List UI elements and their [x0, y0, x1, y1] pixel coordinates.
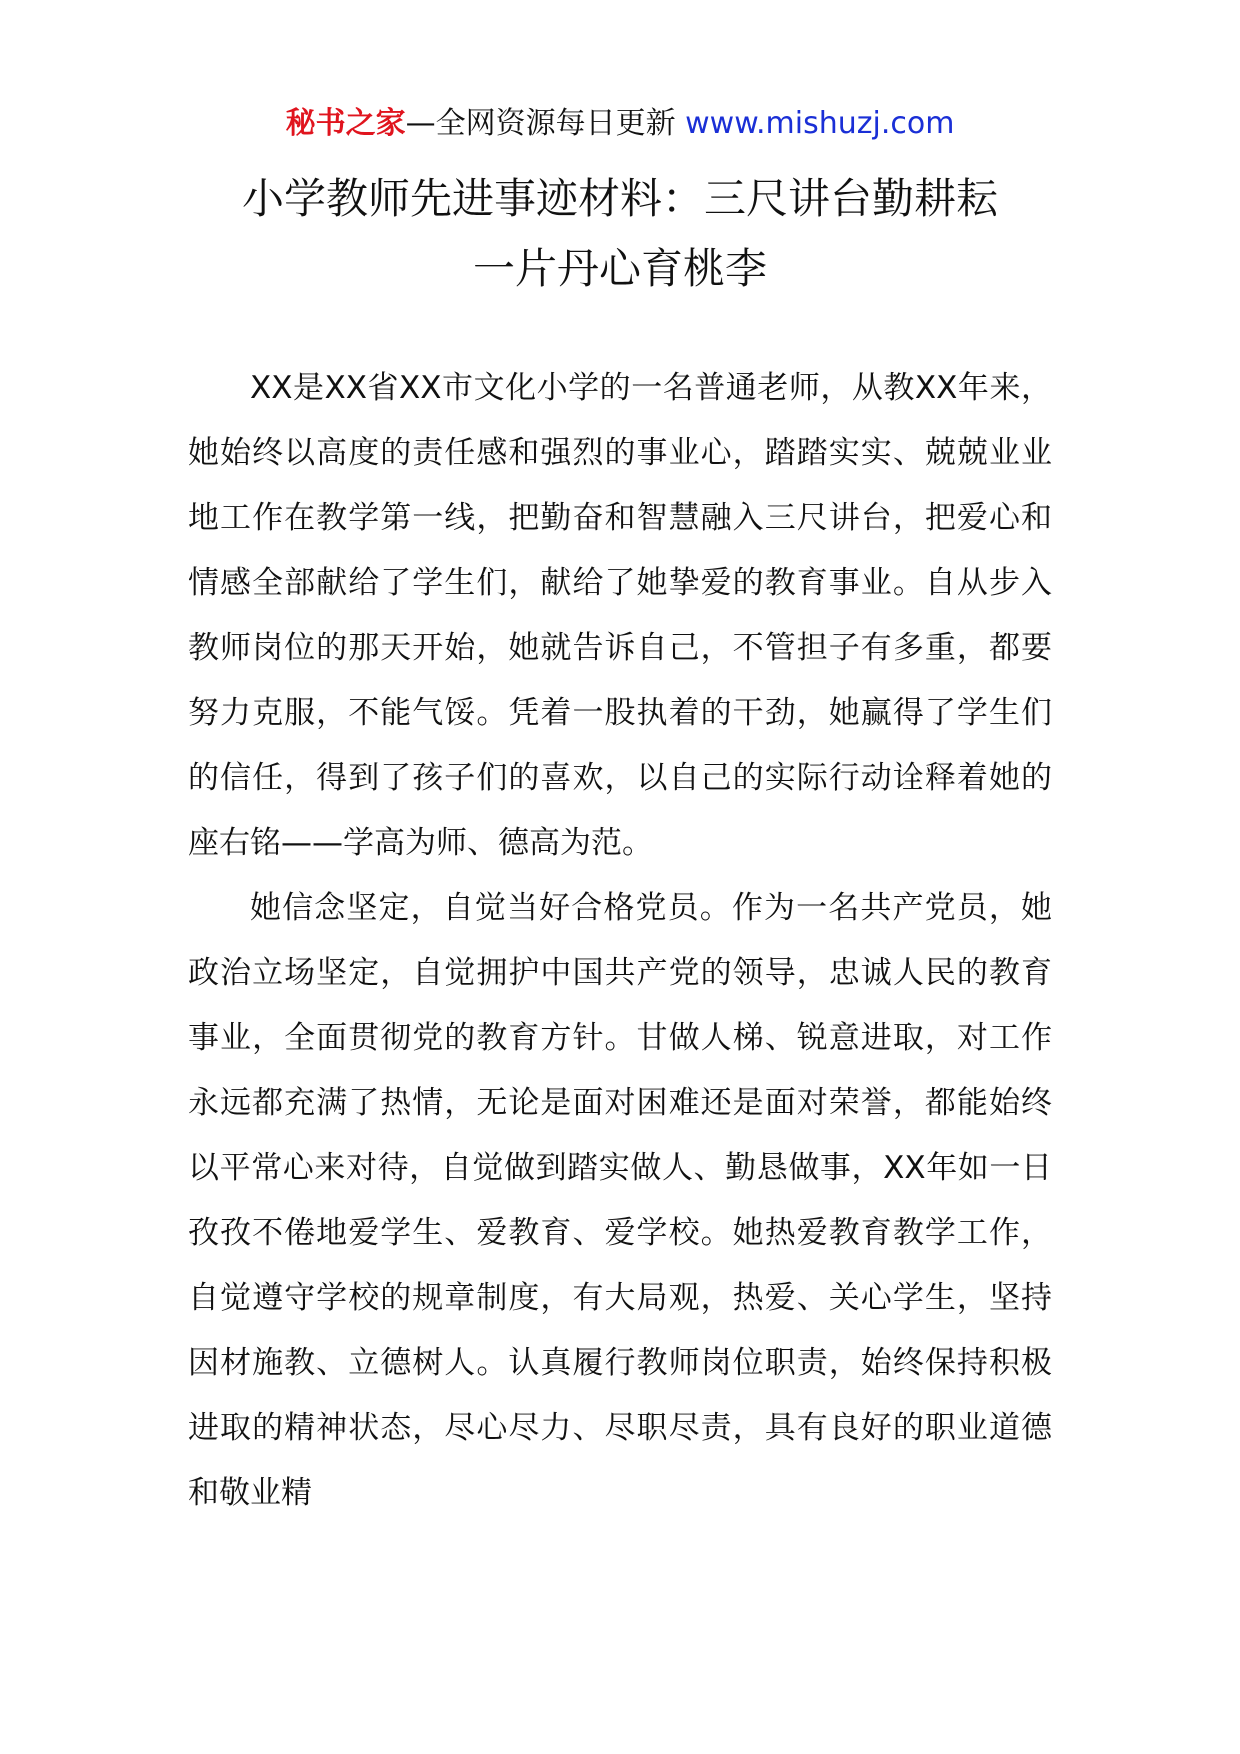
site-brand: 秘书之家	[285, 106, 406, 141]
site-url-link[interactable]: www.mishuzj.com	[685, 106, 955, 141]
title-line-2: 一片丹心育桃李	[472, 244, 767, 293]
title-line-1: 小学教师先进事迹材料：三尺讲台勤耕耘	[241, 174, 998, 223]
paragraph-2: 她信念坚定，自觉当好合格党员。作为一名共产党员，她政治立场坚定，自觉拥护中国共产党的领导，忠诚人民的教育事业，全面贯彻党的教育方针。甘做人梯、锐意进取，对工作永远都充满了热情，无论是面对困难还是面对荣誉，都能始终以平常心来对待，自觉做到踏实做人、勤恳做事，XX年如一日孜孜不倦地爱学生、爱教育、爱学校。她热爱教育教学工作，自觉遵守学校的规章制度，有大局观，热爱、关心学生，坚持因材施教、立德树人。认真履行教师岗位职责，始终保持积极进取的精神状态，尽心尽力、尽职尽责，具有良好的职业道德和敬业精	[188, 890, 1052, 1511]
document-body	[188, 356, 1052, 1526]
site-tagline: —全网资源每日更新	[405, 106, 686, 141]
paragraph-1: XX是XX省XX市文化小学的一名普通老师，从教XX年来，她始终以高度的责任感和强烈的事业心，踏踏实实、兢兢业业地工作在教学第一线，把勤奋和智慧融入三尺讲台，把爱心和情感全部献给了学生们，献给了她挚爱的教育事业。自从步入教师岗位的那天开始，她就告诉自己，不管担子有多重，都要努力克服，不能气馁。凭着一股执着的干劲，她赢得了学生们的信任，得到了孩子们的喜欢，以自己的实际行动诠释着她的座右铭——学高为师、德高为范。	[188, 370, 1052, 861]
site-header	[0, 102, 1240, 146]
document-title	[150, 164, 1090, 304]
